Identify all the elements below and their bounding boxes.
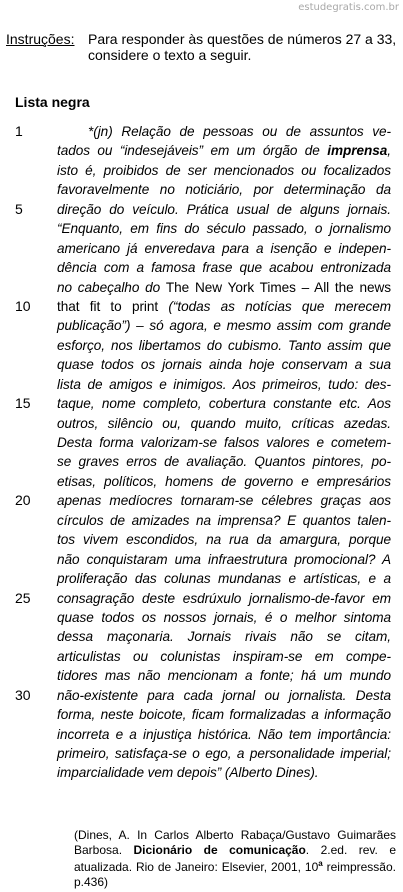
line-text: forma, neste boicote, ficam formalizadas a informação (57, 707, 391, 723)
text-line (0, 219, 403, 238)
line-text: direção do veículo. Prática usual de alguns jornais. (57, 201, 391, 217)
text-line (0, 705, 403, 724)
emphasized-word: imprensa (327, 143, 388, 159)
text-line (0, 647, 403, 666)
citation (74, 828, 396, 889)
text-line (0, 744, 403, 763)
text-line (0, 686, 403, 705)
line-text: não-existente para cada jornal ou jornalista. Desta (57, 687, 391, 703)
text-line (0, 336, 403, 355)
citation-book-title: Dicionário de comunicação (133, 842, 306, 857)
line-text: tados ou “indesejáveis” em um órgão de imprensa, (57, 143, 391, 159)
citation-text: (Dines, A. In Carlos Alberto Rabaça/Gustavo Guimarães Barbosa. (74, 828, 396, 857)
text-line (0, 472, 403, 491)
text-line (0, 725, 403, 744)
watermark: estudegratis.com.br (298, 2, 399, 13)
text-line (0, 278, 403, 297)
line-number: 5 (15, 200, 23, 217)
line-text: esforço, nos libertamos do cubismo. Tanto assim que (57, 337, 391, 353)
upright-phrase: The New York Times – All the news (165, 279, 391, 295)
line-text: “Enquanto, em fins do século passado, o jornalismo (57, 221, 391, 237)
line-text: se graves erros de avaliação. Quantos pintores, po- (57, 454, 391, 470)
citation-text: reimpressão. p.436) (74, 860, 396, 889)
line-text: that fit to print (“todas as notícias que merecem (57, 298, 391, 314)
text-line (0, 511, 403, 530)
text-line (0, 550, 403, 569)
line-number: 20 (15, 492, 31, 509)
text-line (0, 763, 403, 782)
line-text: *(jn) Relação de pessoas ou de assuntos ve- (88, 124, 391, 139)
text-line (0, 666, 403, 685)
citation-superscript: a (318, 859, 323, 868)
text-line (0, 491, 403, 510)
line-text: Desta forma valorizam-se falsos valores e cometem- (57, 435, 391, 450)
line-text: americano já enveredava para a isenção e indepen- (57, 240, 391, 256)
text-line (0, 161, 403, 180)
instructions-text: Para responder às questões de números 27 a 33, considere o texto a seguir. (88, 31, 397, 63)
line-text: primeiro, satisfaça-se o ego, a personalidade imperial; (57, 746, 391, 761)
text-line (0, 608, 403, 627)
text-line (0, 180, 403, 199)
text-line (0, 569, 403, 588)
line-text: tidores mas não mencionam a fonte; há um mundo (57, 668, 391, 684)
text-line (0, 316, 403, 335)
text-line (0, 122, 403, 141)
line-text: proliferação das colunas mundanas e artísticas, e a (57, 571, 391, 587)
line-text: tos vivem escondidos, na rua da amargura, porque (57, 532, 391, 548)
line-text: articulistas ou colunistas inspiram-se em compe- (57, 648, 391, 664)
line-text: etisas, políticos, homens de governo e empresários (57, 473, 391, 489)
instructions-label: Instruções: (6, 31, 75, 47)
line-number: 1 (15, 123, 23, 139)
line-text: dência com a famosa frase que acabou entronizada (57, 260, 391, 276)
text-body (0, 122, 403, 783)
line-text: quase todos os nossos jornais, é o melhor sintoma (57, 609, 391, 625)
line-number: 30 (15, 686, 31, 703)
text-line (0, 589, 403, 608)
citation-text: . 2.ed. rev. e atualizada. Rio de Janeiro: Elsevier, 2001, 10 (74, 842, 396, 874)
text-line (0, 141, 403, 160)
line-text: imparcialidade vem depois” (Alberto Dines). (57, 765, 319, 781)
line-text: círculos de amizades na imprensa? E quantos talen- (57, 512, 391, 528)
upright-phrase: that fit to print (57, 298, 159, 314)
line-number: 25 (15, 589, 31, 606)
text-line (0, 627, 403, 646)
text-line (0, 355, 403, 374)
text-line (0, 297, 403, 316)
line-text: outros, silêncio ou, quando muito, críticas azedas. (57, 415, 391, 431)
line-text: consagração deste esdrúxulo jornalismo-de-favor em (57, 590, 391, 606)
line-text: taque, nome completo, cobertura constante etc. Aos (57, 396, 391, 412)
text-title: Lista negra (15, 94, 90, 110)
line-text: no cabeçalho do The New York Times – All the news (57, 279, 391, 295)
text-line (0, 530, 403, 549)
line-text: isto é, proibidos de ser mencionados ou focalizados (57, 162, 391, 178)
line-text: favoravelmente no noticiário, por determinação da (57, 182, 391, 198)
line-number: 10 (15, 297, 31, 314)
line-number: 15 (15, 395, 31, 412)
line-text: dessa maçonaria. Jornais rivais não se citam, (57, 629, 391, 645)
text-line (0, 258, 403, 277)
line-text: quase todos os jornais ainda hoje conservam a sua (57, 357, 391, 373)
text-line (0, 375, 403, 394)
text-line (0, 414, 403, 433)
line-text: lista de amigos e inimigos. Aos primeiros, tudo: des- (57, 376, 391, 392)
line-text: apenas medíocres tornaram-se célebres graças aos (57, 493, 391, 509)
text-line (0, 433, 403, 452)
line-text: publicação”) – só agora, e mesmo assim com grande (57, 318, 391, 334)
line-text: incorreta e a injustiça histórica. Não tem importância: (57, 726, 391, 742)
line-text: não conquistaram uma infraestrutura promocional? A (57, 551, 391, 567)
text-line (0, 200, 403, 219)
text-line (0, 394, 403, 413)
text-line (0, 239, 403, 258)
text-line (0, 452, 403, 471)
